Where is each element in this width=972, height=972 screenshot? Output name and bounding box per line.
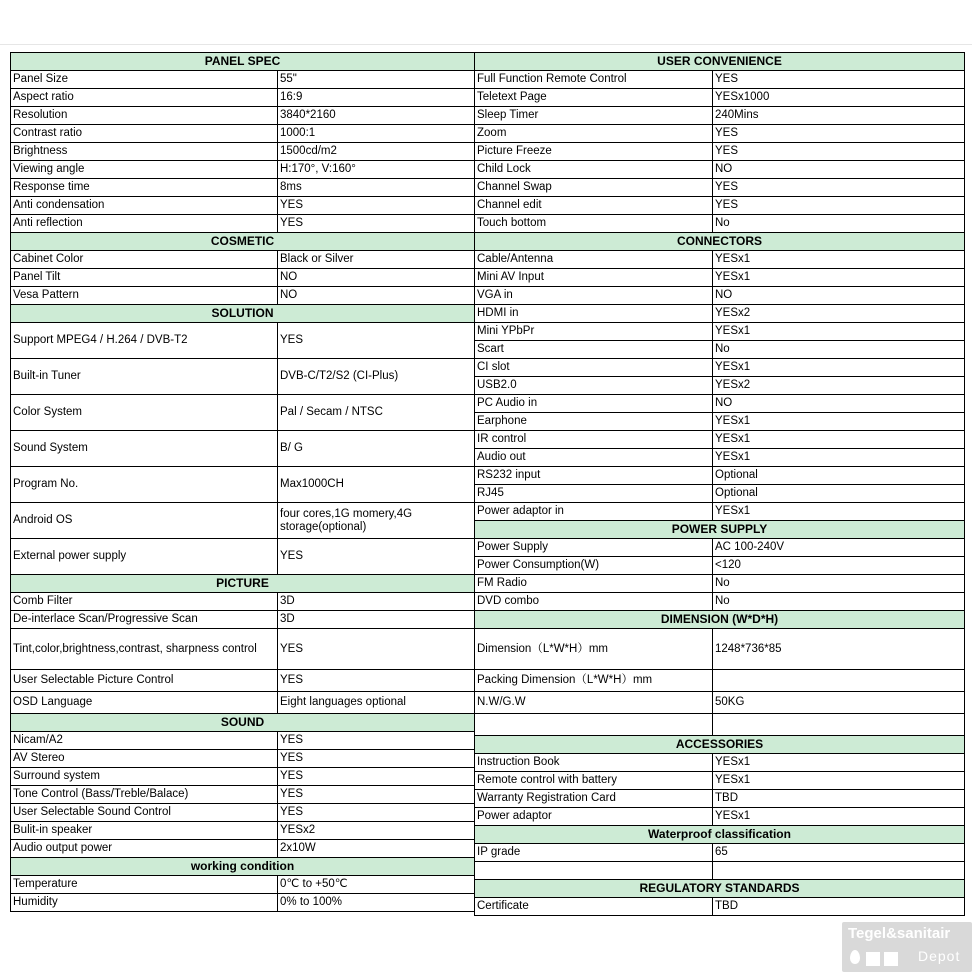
spec-row bbox=[11, 143, 475, 161]
spec-label: Packing Dimension（L*W*H）mm bbox=[475, 670, 713, 692]
spec-label: Instruction Book bbox=[475, 754, 713, 772]
spec-value: Eight languages optional bbox=[278, 692, 475, 714]
spec-row bbox=[11, 840, 475, 858]
spec-label: Nicam/A2 bbox=[11, 732, 278, 750]
spec-row bbox=[475, 503, 965, 521]
section-header bbox=[475, 233, 965, 251]
spec-row bbox=[475, 359, 965, 377]
spec-label bbox=[475, 714, 713, 736]
spec-row bbox=[475, 692, 965, 714]
spec-value bbox=[713, 670, 965, 692]
spec-label: Vesa Pattern bbox=[11, 287, 278, 305]
spec-row bbox=[475, 107, 965, 125]
spec-row bbox=[11, 287, 475, 305]
spec-label: HDMI in bbox=[475, 305, 713, 323]
spec-label: DVD combo bbox=[475, 593, 713, 611]
spec-value: YES bbox=[278, 197, 475, 215]
spec-value: Max1000CH bbox=[278, 467, 475, 503]
spec-label: Panel Size bbox=[11, 71, 278, 89]
spec-label: Earphone bbox=[475, 413, 713, 431]
section-title: CONNECTORS bbox=[475, 233, 965, 251]
spec-row bbox=[11, 611, 475, 629]
spec-label: Anti condensation bbox=[11, 197, 278, 215]
spec-value: AC 100-240V bbox=[713, 539, 965, 557]
spec-label: Channel edit bbox=[475, 197, 713, 215]
spec-value: YESx1 bbox=[713, 251, 965, 269]
spec-label: Resolution bbox=[11, 107, 278, 125]
spec-row bbox=[475, 714, 965, 736]
water-drop-icon bbox=[850, 950, 860, 964]
spec-label bbox=[475, 862, 713, 880]
spec-row bbox=[11, 431, 475, 467]
spec-row bbox=[475, 431, 965, 449]
spec-row bbox=[475, 215, 965, 233]
spec-table-left bbox=[10, 52, 475, 912]
spec-value: <120 bbox=[713, 557, 965, 575]
watermark-text: Tegel&sanitair bbox=[848, 925, 951, 942]
spec-label: PC Audio in bbox=[475, 395, 713, 413]
spec-row bbox=[11, 768, 475, 786]
spec-label: IR control bbox=[475, 431, 713, 449]
section-header bbox=[475, 880, 965, 898]
spec-value: Pal / Secam / NTSC bbox=[278, 395, 475, 431]
spec-value: TBD bbox=[713, 790, 965, 808]
spec-value: YES bbox=[713, 125, 965, 143]
watermark-logo bbox=[842, 922, 972, 972]
spec-label: Picture Freeze bbox=[475, 143, 713, 161]
spec-value: YESx1 bbox=[713, 431, 965, 449]
spec-label: Tint,color,brightness,contrast, sharpness control bbox=[11, 629, 278, 670]
spec-label: Cabinet Color bbox=[11, 251, 278, 269]
spec-value: 65 bbox=[713, 844, 965, 862]
spec-row bbox=[475, 772, 965, 790]
section-header bbox=[11, 233, 475, 251]
section-title: REGULATORY STANDARDS bbox=[475, 880, 965, 898]
spec-value: NO bbox=[713, 161, 965, 179]
section-header bbox=[475, 826, 965, 844]
spec-label: Zoom bbox=[475, 125, 713, 143]
section-title: SOLUTION bbox=[11, 305, 475, 323]
spec-row bbox=[475, 539, 965, 557]
spec-value: NO bbox=[713, 395, 965, 413]
spec-row bbox=[475, 377, 965, 395]
spec-row bbox=[11, 786, 475, 804]
section-header bbox=[11, 714, 475, 732]
spec-label: Brightness bbox=[11, 143, 278, 161]
spec-value: YES bbox=[278, 323, 475, 359]
spec-label: Android OS bbox=[11, 503, 278, 539]
spec-value: YES bbox=[278, 804, 475, 822]
spec-row bbox=[11, 467, 475, 503]
spec-label: Comb Filter bbox=[11, 593, 278, 611]
spec-row bbox=[11, 215, 475, 233]
spec-row bbox=[11, 179, 475, 197]
spec-value: H:170°, V:160° bbox=[278, 161, 475, 179]
spec-label: Bulit-in speaker bbox=[11, 822, 278, 840]
spec-value: 0% to 100% bbox=[278, 894, 475, 912]
spec-label: De-interlace Scan/Progressive Scan bbox=[11, 611, 278, 629]
spec-label: RS232 input bbox=[475, 467, 713, 485]
spec-value: YESx1 bbox=[713, 503, 965, 521]
spec-row bbox=[11, 89, 475, 107]
spec-row bbox=[475, 269, 965, 287]
spec-label: Audio out bbox=[475, 449, 713, 467]
section-header bbox=[475, 736, 965, 754]
spec-value: YES bbox=[278, 786, 475, 804]
spec-value: No bbox=[713, 575, 965, 593]
spec-row bbox=[475, 754, 965, 772]
spec-value: No bbox=[713, 593, 965, 611]
spec-value bbox=[713, 714, 965, 736]
spec-label: Dimension（L*W*H）mm bbox=[475, 629, 713, 670]
spec-row bbox=[475, 862, 965, 880]
spec-value: YESx1 bbox=[713, 449, 965, 467]
spec-label: Program No. bbox=[11, 467, 278, 503]
spec-value: YESx1000 bbox=[713, 89, 965, 107]
spec-row bbox=[11, 323, 475, 359]
section-title: USER CONVENIENCE bbox=[475, 53, 965, 71]
section-title: ACCESSORIES bbox=[475, 736, 965, 754]
spec-row bbox=[475, 305, 965, 323]
spec-row bbox=[475, 467, 965, 485]
section-title: PICTURE bbox=[11, 575, 475, 593]
spec-row bbox=[475, 449, 965, 467]
tile-icon bbox=[884, 952, 898, 966]
section-title: Waterproof classification bbox=[475, 826, 965, 844]
section-header bbox=[11, 53, 475, 71]
tile-icon bbox=[866, 952, 880, 966]
spec-label: Power Supply bbox=[475, 539, 713, 557]
section-title: working condition bbox=[11, 858, 475, 876]
spec-label: Contrast ratio bbox=[11, 125, 278, 143]
spec-row bbox=[11, 359, 475, 395]
spec-value bbox=[713, 862, 965, 880]
spec-value: 2x10W bbox=[278, 840, 475, 858]
spec-value: Optional bbox=[713, 485, 965, 503]
spec-row bbox=[475, 125, 965, 143]
spec-value: YES bbox=[713, 143, 965, 161]
spec-label: Anti reflection bbox=[11, 215, 278, 233]
spec-label: VGA in bbox=[475, 287, 713, 305]
spec-row bbox=[475, 670, 965, 692]
top-bar bbox=[0, 0, 972, 45]
spec-row bbox=[11, 822, 475, 840]
spec-row bbox=[11, 876, 475, 894]
spec-row bbox=[475, 143, 965, 161]
spec-row bbox=[11, 750, 475, 768]
spec-row bbox=[11, 692, 475, 714]
spec-value: YESx2 bbox=[278, 822, 475, 840]
section-title: PANEL SPEC bbox=[11, 53, 475, 71]
spec-label: Full Function Remote Control bbox=[475, 71, 713, 89]
spec-row bbox=[475, 71, 965, 89]
spec-label: Scart bbox=[475, 341, 713, 359]
spec-value: YES bbox=[278, 768, 475, 786]
section-title: SOUND bbox=[11, 714, 475, 732]
spec-label: User Selectable Picture Control bbox=[11, 670, 278, 692]
spec-value: YESx2 bbox=[713, 305, 965, 323]
spec-value: 1500cd/m2 bbox=[278, 143, 475, 161]
spec-value: YES bbox=[278, 732, 475, 750]
spec-row bbox=[11, 539, 475, 575]
spec-value: NO bbox=[278, 269, 475, 287]
spec-label: RJ45 bbox=[475, 485, 713, 503]
spec-row bbox=[11, 395, 475, 431]
spec-label: OSD Language bbox=[11, 692, 278, 714]
spec-value: YES bbox=[278, 215, 475, 233]
spec-label: Tone Control (Bass/Treble/Balace) bbox=[11, 786, 278, 804]
spec-value: YESx1 bbox=[713, 269, 965, 287]
section-title: DIMENSION (W*D*H) bbox=[475, 611, 965, 629]
spec-row bbox=[11, 251, 475, 269]
spec-label: Child Lock bbox=[475, 161, 713, 179]
spec-row bbox=[11, 503, 475, 539]
spec-row bbox=[11, 125, 475, 143]
spec-value: No bbox=[713, 215, 965, 233]
spec-label: Temperature bbox=[11, 876, 278, 894]
spec-row bbox=[11, 197, 475, 215]
spec-value: NO bbox=[713, 287, 965, 305]
spec-value: 8ms bbox=[278, 179, 475, 197]
spec-row bbox=[11, 107, 475, 125]
section-header bbox=[11, 858, 475, 876]
spec-value: YES bbox=[713, 71, 965, 89]
section-header bbox=[475, 53, 965, 71]
spec-row bbox=[11, 894, 475, 912]
spec-value: YES bbox=[713, 179, 965, 197]
spec-label: Panel Tilt bbox=[11, 269, 278, 287]
spec-row bbox=[475, 179, 965, 197]
spec-value: Optional bbox=[713, 467, 965, 485]
spec-row bbox=[11, 71, 475, 89]
spec-value: YESx1 bbox=[713, 754, 965, 772]
spec-value: 3D bbox=[278, 611, 475, 629]
section-header bbox=[11, 305, 475, 323]
spec-label: Response time bbox=[11, 179, 278, 197]
spec-row bbox=[475, 251, 965, 269]
spec-value: 1000:1 bbox=[278, 125, 475, 143]
spec-label: Surround system bbox=[11, 768, 278, 786]
spec-row bbox=[475, 557, 965, 575]
spec-label: Certificate bbox=[475, 898, 713, 916]
spec-label: Viewing angle bbox=[11, 161, 278, 179]
section-title: COSMETIC bbox=[11, 233, 475, 251]
spec-value: 55" bbox=[278, 71, 475, 89]
spec-value: YESx1 bbox=[713, 359, 965, 377]
spec-label: Power Consumption(W) bbox=[475, 557, 713, 575]
section-header bbox=[475, 521, 965, 539]
spec-row bbox=[475, 197, 965, 215]
spec-label: Cable/Antenna bbox=[475, 251, 713, 269]
spec-value: YESx1 bbox=[713, 772, 965, 790]
spec-label: IP grade bbox=[475, 844, 713, 862]
spec-label: Teletext Page bbox=[475, 89, 713, 107]
spec-label: Power adaptor bbox=[475, 808, 713, 826]
spec-row bbox=[11, 670, 475, 692]
spec-value: 3D bbox=[278, 593, 475, 611]
spec-row bbox=[11, 269, 475, 287]
spec-row bbox=[475, 413, 965, 431]
spec-value: YESx1 bbox=[713, 323, 965, 341]
spec-value: Black or Silver bbox=[278, 251, 475, 269]
spec-label: Mini AV Input bbox=[475, 269, 713, 287]
spec-value: 16:9 bbox=[278, 89, 475, 107]
spec-value: YES bbox=[278, 539, 475, 575]
spec-row bbox=[475, 89, 965, 107]
spec-value: YESx1 bbox=[713, 808, 965, 826]
spec-value: YES bbox=[278, 629, 475, 670]
spec-row bbox=[475, 629, 965, 670]
spec-label: Color System bbox=[11, 395, 278, 431]
spec-value: 3840*2160 bbox=[278, 107, 475, 125]
spec-row bbox=[11, 804, 475, 822]
spec-label: Mini YPbPr bbox=[475, 323, 713, 341]
spec-row bbox=[475, 593, 965, 611]
section-header bbox=[475, 611, 965, 629]
spec-row bbox=[475, 575, 965, 593]
spec-label: Aspect ratio bbox=[11, 89, 278, 107]
spec-label: AV Stereo bbox=[11, 750, 278, 768]
spec-value: TBD bbox=[713, 898, 965, 916]
spec-row bbox=[475, 485, 965, 503]
spec-label: Sleep Timer bbox=[475, 107, 713, 125]
spec-value: YES bbox=[278, 670, 475, 692]
section-header bbox=[11, 575, 475, 593]
section-title: POWER SUPPLY bbox=[475, 521, 965, 539]
spec-label: External power supply bbox=[11, 539, 278, 575]
spec-row bbox=[475, 395, 965, 413]
spec-label: Touch bottom bbox=[475, 215, 713, 233]
spec-value: 1248*736*85 bbox=[713, 629, 965, 670]
spec-label: Channel Swap bbox=[475, 179, 713, 197]
spec-row bbox=[475, 808, 965, 826]
spec-value: No bbox=[713, 341, 965, 359]
spec-value: NO bbox=[278, 287, 475, 305]
spec-label: Support MPEG4 / H.264 / DVB-T2 bbox=[11, 323, 278, 359]
spec-label: Remote control with battery bbox=[475, 772, 713, 790]
spec-value: 50KG bbox=[713, 692, 965, 714]
spec-row bbox=[475, 844, 965, 862]
spec-value: DVB-C/T2/S2 (CI-Plus) bbox=[278, 359, 475, 395]
spec-row bbox=[475, 341, 965, 359]
spec-label: Humidity bbox=[11, 894, 278, 912]
spec-label: Sound System bbox=[11, 431, 278, 467]
spec-value: YESx1 bbox=[713, 413, 965, 431]
spec-value: 240Mins bbox=[713, 107, 965, 125]
spec-label: FM Radio bbox=[475, 575, 713, 593]
spec-row bbox=[475, 323, 965, 341]
spec-table-right bbox=[474, 52, 965, 916]
spec-label: USB2.0 bbox=[475, 377, 713, 395]
watermark-subtext: Depot bbox=[918, 948, 961, 964]
spec-row bbox=[11, 593, 475, 611]
spec-value: B/ G bbox=[278, 431, 475, 467]
spec-label: Power adaptor in bbox=[475, 503, 713, 521]
spec-label: CI slot bbox=[475, 359, 713, 377]
spec-label: Audio output power bbox=[11, 840, 278, 858]
spec-label: N.W/G.W bbox=[475, 692, 713, 714]
spec-value: 0℃ to +50℃ bbox=[278, 876, 475, 894]
spec-row bbox=[475, 790, 965, 808]
spec-row bbox=[11, 732, 475, 750]
spec-value: YES bbox=[278, 750, 475, 768]
spec-row bbox=[11, 629, 475, 670]
spec-value: four cores,1G momery,4G storage(optional) bbox=[278, 503, 475, 539]
spec-label: Warranty Registration Card bbox=[475, 790, 713, 808]
spec-row bbox=[11, 161, 475, 179]
spec-value: YES bbox=[713, 197, 965, 215]
spec-label: User Selectable Sound Control bbox=[11, 804, 278, 822]
spec-row bbox=[475, 161, 965, 179]
spec-value: YESx2 bbox=[713, 377, 965, 395]
spec-label: Built-in Tuner bbox=[11, 359, 278, 395]
spec-row bbox=[475, 287, 965, 305]
spec-row bbox=[475, 898, 965, 916]
